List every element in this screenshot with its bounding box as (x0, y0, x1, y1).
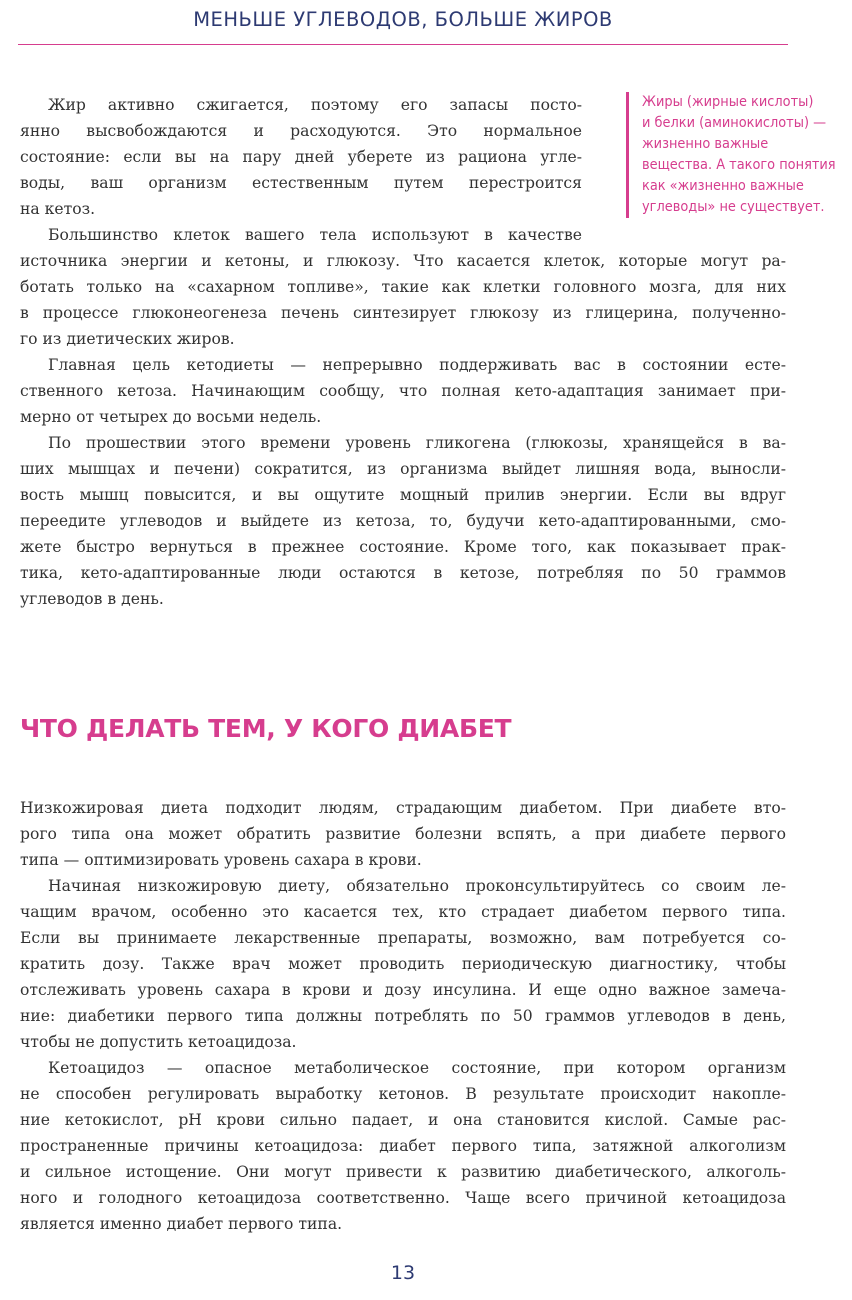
sidenote-line: жизненно важные (642, 136, 769, 152)
section-paragraph-2 (20, 873, 786, 1055)
text-line: ние кетокислот, pH крови сильно падает, и она становится кислой. Самые рас- (20, 1111, 786, 1129)
sidenote-line: углеводы» не существует. (642, 199, 825, 215)
running-title: МЕНЬШЕ УГЛЕВОДОВ, БОЛЬШЕ ЖИРОВ (193, 8, 613, 31)
sidenote-line: Жиры (жирные кислоты) (642, 94, 814, 110)
sidenote-line: как «жизненно важные (642, 178, 804, 194)
text-line: Начиная низкожировую диету, обязательно проконсультируйтесь со своим ле- (48, 877, 786, 895)
text-line: переедите углеводов и выйдете из кетоза, то, будучи кето-адаптированными, смо- (20, 512, 786, 530)
section-paragraph-1 (20, 795, 786, 873)
page-number: 13 (390, 1262, 416, 1284)
intro-paragraph-3 (20, 352, 786, 430)
text-line: ного и голодного кетоацидоза соответственно. Чаще всего причиной кетоацидоза (20, 1189, 786, 1207)
text-line: мерно от четырех до восьми недель. (20, 408, 322, 426)
text-line: воды, ваш организм естественным путем перестроится (20, 174, 582, 192)
section-paragraph-3 (20, 1055, 786, 1237)
text-line: Низкожировая диета подходит людям, страдающим диабетом. При диабете вто- (20, 799, 786, 817)
text-line: ние: диабетики первого типа должны потреблять по 50 граммов углеводов в день, (20, 1007, 786, 1025)
text-line: Жир активно сжигается, поэтому его запасы посто- (48, 96, 582, 114)
intro-paragraph-1 (20, 92, 582, 222)
text-line: ственного кетоза. Начинающим сообщу, что полная кето-адаптация занимает при- (20, 382, 786, 400)
text-line: Если вы принимаете лекарственные препараты, возможно, вам потребуется со- (20, 929, 786, 947)
text-line: состояние: если вы на пару дней уберете из рациона угле- (20, 148, 582, 166)
text-line: в процессе глюконеогенеза печень синтезирует глюкозу из глицерина, полученно- (20, 304, 786, 322)
text-line: не способен регулировать выработку кетонов. В результате происходит накопле- (20, 1085, 786, 1103)
text-line: Главная цель кетодиеты — непрерывно поддерживать вас в состоянии есте- (48, 356, 786, 374)
text-line: вость мышц повысится, и вы ощутите мощный прилив энергии. Если вы вдруг (20, 486, 786, 504)
text-line: является именно диабет первого типа. (20, 1215, 343, 1233)
text-line: жете быстро вернуться в прежнее состояние. Кроме того, как показывает прак- (20, 538, 786, 556)
sidenote-line: вещества. А такого понятия (642, 157, 836, 173)
text-line: Большинство клеток вашего тела используют в качестве (48, 226, 582, 244)
text-line: чтобы не допустить кетоацидоза. (20, 1033, 297, 1051)
text-line: чащим врачом, особенно это касается тех, кто страдает диабетом первого типа. (20, 903, 786, 921)
sidenote (626, 92, 852, 218)
text-line: рого типа она может обратить развитие болезни вспять, а при диабете первого (20, 825, 786, 843)
intro-paragraph-2 (20, 222, 786, 352)
text-line: и сильное истощение. Они могут привести к развитию диабетического, алкоголь- (20, 1163, 786, 1181)
text-line: го из диетических жиров. (20, 330, 235, 348)
text-line: типа — оптимизировать уровень сахара в крови. (20, 851, 422, 869)
section-title: ЧТО ДЕЛАТЬ ТЕМ, У КОГО ДИАБЕТ (20, 714, 512, 743)
intro-paragraph-4 (20, 430, 786, 612)
text-line: отслеживать уровень сахара в крови и дозу инсулина. И еще одно важное замеча- (20, 981, 786, 999)
text-line: ботать только на «сахарном топливе», такие как клетки головного мозга, для них (20, 278, 786, 296)
text-line: тика, кето-адаптированные люди остаются в кетозе, потребляя по 50 граммов (20, 564, 786, 582)
text-line: Кетоацидоз — опасное метаболическое состояние, при котором организм (48, 1059, 786, 1077)
text-line: ших мышцах и печени) сократится, из организма выйдет лишняя вода, выносли- (20, 460, 786, 478)
text-line: углеводов в день. (20, 590, 164, 608)
text-line: пространенные причины кетоацидоза: диабет первого типа, затяжной алкоголизм (20, 1137, 786, 1155)
text-line: на кетоз. (20, 200, 96, 218)
sidenote-line: и белки (аминокислоты) — (642, 115, 827, 131)
header-rule (18, 44, 788, 45)
text-line: кратить дозу. Также врач может проводить периодическую диагностику, чтобы (20, 955, 786, 973)
text-line: источника энергии и кетоны, и глюкозу. Что касается клеток, которые могут ра- (20, 252, 786, 270)
text-line: янно высвобождаются и расходуются. Это нормальное (20, 122, 582, 140)
text-line: По прошествии этого времени уровень гликогена (глюкозы, хранящейся в ва- (48, 434, 786, 452)
